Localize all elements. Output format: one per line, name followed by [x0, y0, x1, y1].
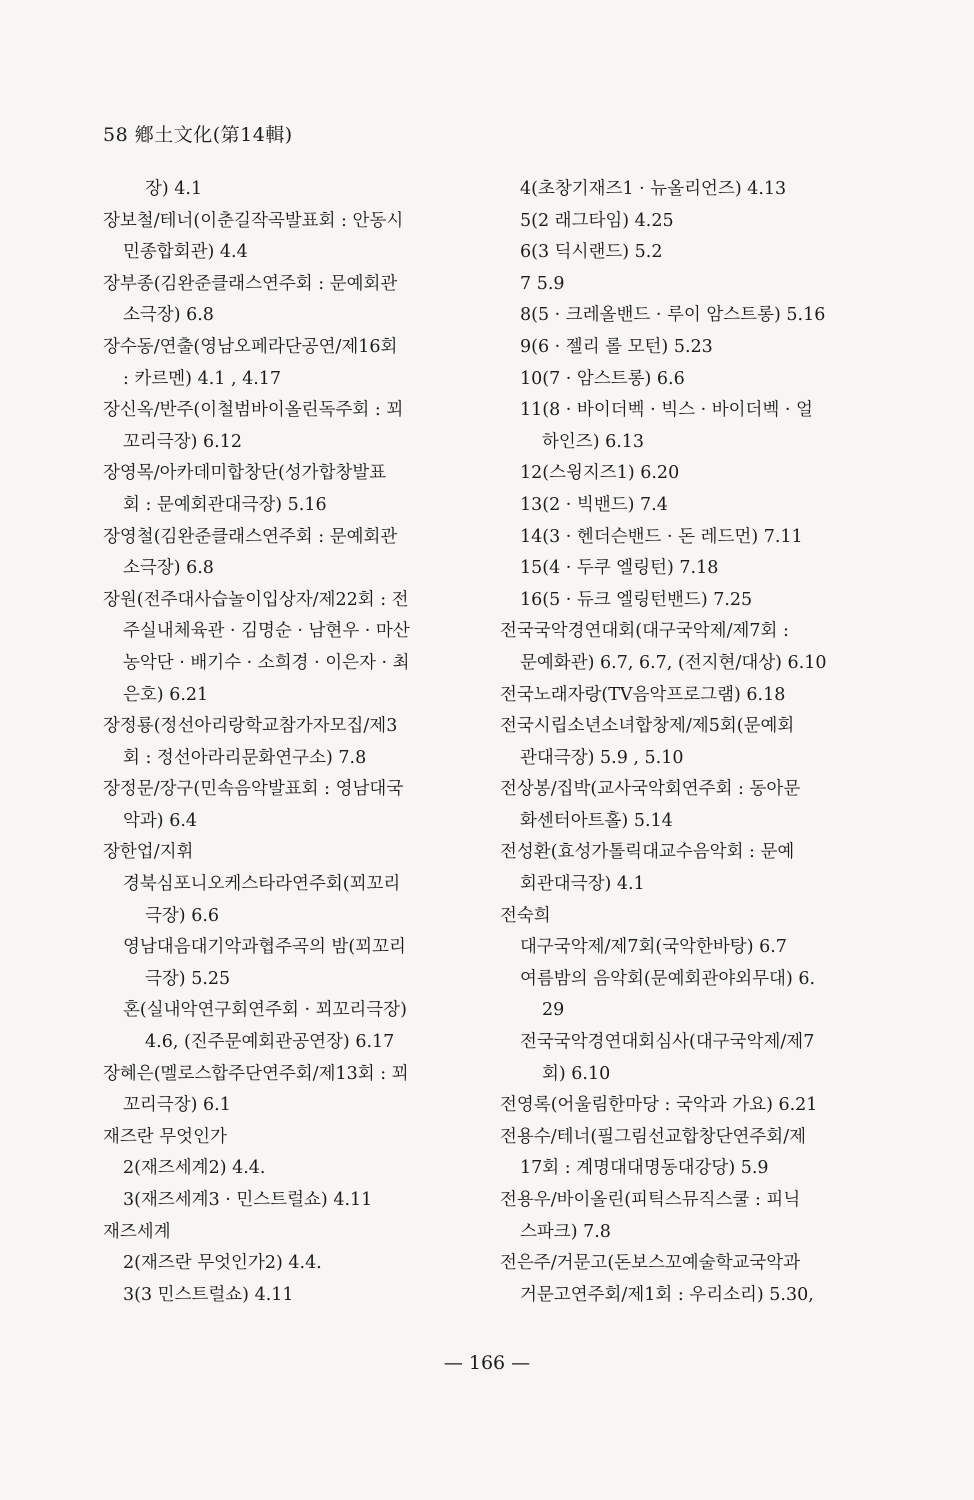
index-entry-continuation: 경북심포니오케스타라연주회(꾀꼬리: [123, 874, 401, 895]
index-entry-continuation: 13(2 · 빅밴드) 7.4: [520, 494, 668, 515]
index-entry-continuation: : 카르멘) 4.1 , 4.17: [123, 368, 282, 389]
index-entry: 재즈세계: [103, 1221, 171, 1242]
index-entry-continuation: 영남대음대기악과협주곡의 밤(꾀꼬리: [123, 937, 406, 958]
index-entry: 전국시립소년소녀합창제/제5회(문예회: [500, 716, 795, 737]
index-entry: 장원(전주대사습놀이입상자/제22회 : 전: [103, 589, 409, 610]
index-entry: 장혜은(멜로스합주단연주회/제13회 : 꾀: [103, 1063, 409, 1084]
index-entry-continuation: 3(재즈세계3 · 민스트럴쇼) 4.11: [123, 1190, 373, 1210]
index-entry-continuation: 회 : 정선아라리문화연구소) 7.8: [123, 747, 367, 768]
index-entry-continuation: 은호) 6.21: [123, 684, 209, 705]
index-entry: 장보철/테너(이춘길작곡발표회 : 안동시: [103, 210, 404, 231]
index-entry-continuation: 14(3 · 헨더슨밴드 · 돈 레드먼) 7.11: [520, 526, 803, 547]
index-entry-continuation: 7 5.9: [520, 273, 565, 294]
index-entry-continuation: 문예화관) 6.7, 6.7, (전지현/대상) 6.10: [520, 652, 827, 673]
index-entry: 장정문/장구(민속음악발표회 : 영남대국: [103, 779, 404, 800]
index-entry: 장부종(김완준클래스연주회 : 문예회관: [103, 273, 398, 294]
index-entry-continuation: 극장) 5.25: [145, 968, 231, 989]
index-entry-continuation: 17회 : 계명대대명동대강당) 5.9: [520, 1158, 769, 1179]
index-entry-continuation: 하인즈) 6.13: [542, 431, 645, 452]
index-entry: 전은주/거문고(돈보스꼬예술학교국악과: [500, 1253, 801, 1274]
index-entry-continuation: 여름밤의 음악회(문예회관야외무대) 6.: [520, 968, 816, 989]
index-entry-continuation: 혼(실내악연구회연주회 · 꾀꼬리극장): [123, 1000, 407, 1021]
index-entry-continuation: 10(7 · 암스트롱) 6.6: [520, 368, 685, 389]
index-entry-continuation: 농악단 · 배기수 · 소희경 · 이은자 · 최: [123, 652, 410, 673]
index-entry-continuation: 9(6 · 젤리 롤 모턴) 5.23: [520, 336, 713, 357]
index-entry-continuation: 민종합회관) 4.4: [123, 242, 248, 263]
index-entry: 장영목/아카데미합창단(성가합창발표: [103, 463, 387, 484]
index-entry-continuation: 스파크) 7.8: [520, 1221, 611, 1242]
index-column-left: [103, 174, 473, 1311]
index-entry-continuation: 12(스윙지즈1) 6.20: [520, 463, 680, 484]
index-entry-continuation: 5(2 래그타임) 4.25: [520, 210, 674, 231]
index-entry-continuation: 6(3 딕시랜드) 5.2: [520, 242, 663, 263]
index-entry: 장신옥/반주(이철범바이올린독주회 : 꾀: [103, 400, 404, 421]
index-entry: 장영철(김완준클래스연주회 : 문예회관: [103, 526, 398, 547]
index-entry: 장수동/연출(영남오페라단공연/제16회: [103, 336, 398, 357]
index-entry-continuation: 전국국악경연대회심사(대구국악제/제7: [520, 1032, 815, 1053]
index-entry-continuation: 장) 4.1: [145, 179, 203, 199]
index-entry-continuation: 화센터아트홀) 5.14: [520, 810, 673, 831]
index-entry: 장정룡(정선아리랑학교참가자모집/제3: [103, 716, 398, 737]
index-entry-continuation: 대구국악제/제7회(국악한바탕) 6.7: [520, 937, 787, 958]
index-entry-continuation: 꼬리극장) 6.12: [123, 431, 242, 452]
index-entry-continuation: 관대극장) 5.9 , 5.10: [520, 747, 684, 768]
index-entry: 전영록(어울림한마당 : 국악과 가요) 6.21: [500, 1095, 818, 1116]
index-entry: 재즈란 무엇인가: [103, 1126, 227, 1147]
index-entry-continuation: 16(5 · 듀크 엘링턴밴드) 7.25: [520, 589, 753, 610]
index-entry-continuation: 29: [542, 1000, 565, 1021]
index-entry: 전국국악경연대회(대구국악제/제7회 :: [500, 621, 789, 642]
index-entry-continuation: 회 : 문예회관대극장) 5.16: [123, 494, 327, 515]
index-entry-continuation: 주실내체육관 · 김명순 · 남현우 · 마산: [123, 621, 410, 642]
index-entry-continuation: 소극장) 6.8: [123, 305, 214, 326]
page-number: — 166 —: [443, 1352, 531, 1374]
index-entry: 전성환(효성가톨릭대교수음악회 : 문예: [500, 842, 795, 863]
index-entry-continuation: 3(3 민스트럴쇼) 4.11: [123, 1284, 294, 1305]
index-entry-continuation: 2(재즈세계2) 4.4.: [123, 1158, 266, 1179]
index-entry: 전용우/바이올린(피틱스뮤직스쿨 : 피닉: [500, 1190, 801, 1210]
index-entry-continuation: 4(초창기재즈1 · 뉴올리언즈) 4.13: [520, 179, 787, 199]
index-entry-continuation: 2(재즈란 무엇인가2) 4.4.: [123, 1253, 322, 1274]
index-entry: 전상봉/집박(교사국악회연주회 : 동아문: [500, 779, 801, 800]
index-entry-continuation: 극장) 6.6: [145, 905, 220, 926]
index-entry-continuation: 악과) 6.4: [123, 810, 198, 831]
index-entry-continuation: 소극장) 6.8: [123, 558, 214, 579]
index-entry-continuation: 회) 6.10: [542, 1063, 611, 1084]
index-entry-continuation: 꼬리극장) 6.1: [123, 1095, 231, 1116]
index-entry: 장한업/지휘: [103, 842, 194, 863]
index-entry-continuation: 15(4 · 두쿠 엘링턴) 7.18: [520, 558, 719, 579]
index-entry-continuation: 11(8 · 바이더벡 · 빅스 · 바이더벡 · 얼: [520, 400, 813, 421]
index-entry-continuation: 4.6, (진주문예회관공연장) 6.17: [145, 1032, 395, 1053]
index-entry-continuation: 8(5 · 크레올밴드 · 루이 암스트롱) 5.16: [520, 305, 826, 326]
index-entry: 전용수/테너(필그림선교합창단연주회/제: [500, 1126, 807, 1147]
index-entry-continuation: 회관대극장) 4.1: [520, 874, 645, 895]
index-entry: 전국노래자랑(TV음악프로그램) 6.18: [500, 684, 786, 705]
index-column-right: [500, 174, 870, 1311]
index-entry: 전숙희: [500, 905, 551, 926]
running-head: 58 鄕土文化(第14輯): [103, 124, 293, 146]
index-entry-continuation: 거문고연주회/제1회 : 우리소리) 5.30,: [520, 1284, 814, 1305]
